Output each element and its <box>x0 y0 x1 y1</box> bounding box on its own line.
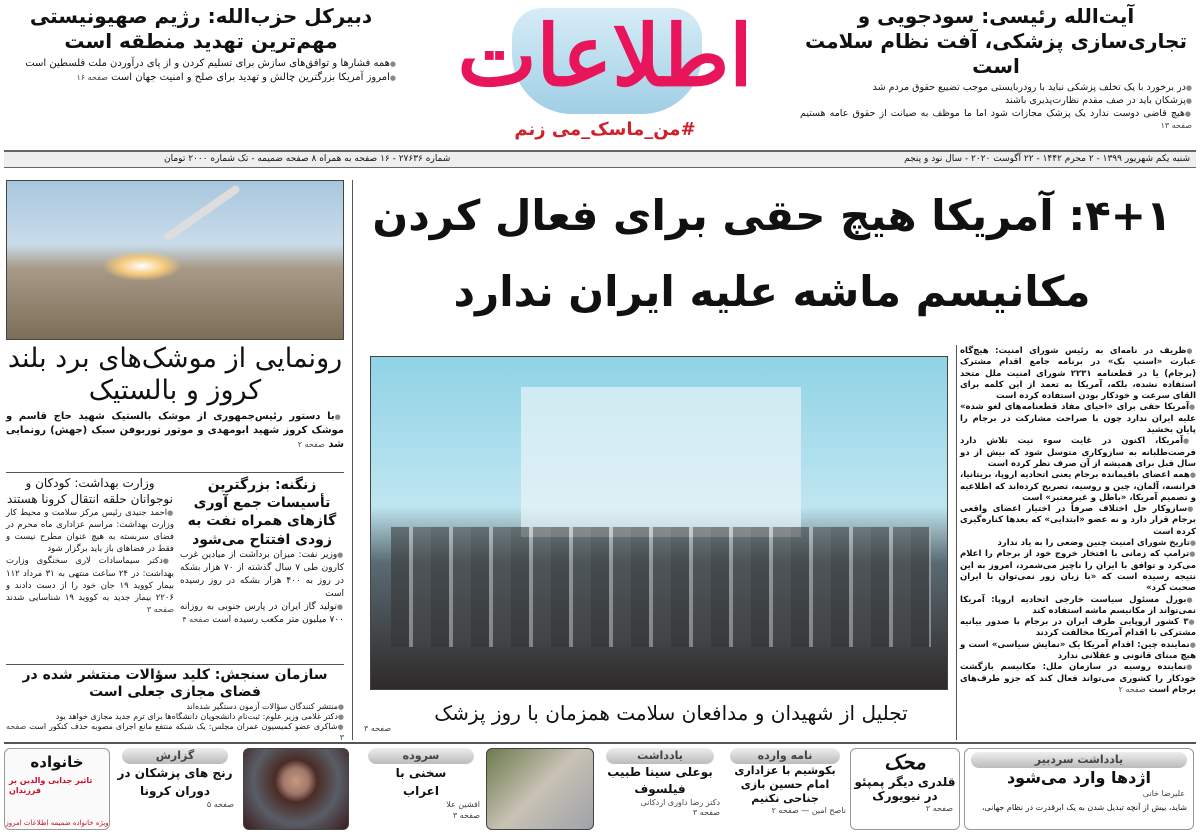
main-headline[interactable] <box>354 178 1190 330</box>
bullet: ● همه اعضای باقیمانده برجام یعنی اتحادیه اروپا، بریتانیا، فرانسه، آلمان، چین و روسیه، تصریح کرده‌اند که اطلاعیه و تصمیم آمریکا، «باطل و غیرمعتبر» است <box>960 470 1196 504</box>
exhaust-icon <box>102 251 182 281</box>
section-tag: سروده <box>368 748 474 764</box>
title: سخنی با اعراب <box>395 766 447 799</box>
author: ناصح امین <box>811 805 846 815</box>
title: رنج های پزشکان در دوران کرونا <box>117 766 233 799</box>
mohak-box[interactable] <box>850 748 960 830</box>
page-ref: صفحه ۳ <box>452 810 480 820</box>
bullet: ● منتشر کنندگان سؤالات آزمون دستگیر شده‌اند <box>6 702 344 712</box>
title: قلدری دیگر پمپئو در نیویورک <box>854 775 956 804</box>
section-tag: نامه وارده <box>730 748 840 764</box>
bullet: شاکری عضو کمیسیون عمران مجلس: یک شبکه منتفع مانع اجرای مصوبه حذف کنکور است <box>29 722 338 732</box>
gas-story[interactable] <box>180 476 344 627</box>
page-ref: صفحه ۱۶ <box>76 73 108 82</box>
page-ref: صفحه ۵ <box>206 800 234 810</box>
bullet: ● پزشکان باید در صف مقدم نظارت‌پذیری باشند <box>800 95 1192 108</box>
poem-box[interactable] <box>362 748 480 830</box>
headline: دبیرکل حزب‌الله: رژیم صهیونیستی مهم‌ترین تهدید منطقه است <box>29 4 373 53</box>
page-ref: صفحه ۲ <box>297 439 325 449</box>
section-tag: یادداشت سردبیر <box>971 752 1187 768</box>
bullets <box>800 82 1192 133</box>
bullet: ● آمریکا حقی برای «احیای مفاد قطعنامه‌های لغو شده» علیه ایران ندارد چون با صراحت مشارکت در برجام را پایان بخشید <box>960 402 1196 436</box>
bullet: ● ترامپ که زمانی با افتخار خروج خود از برجام را اعلام می‌کرد و توافق با ایران را ناچیز می‌شمرد، امروز به این نتیجه رسیده است که «با زبان زور نمی‌توان با ایران صحبت کرد» <box>960 549 1196 594</box>
bullet: ● سازوکار حل اختلاف صرفاً در اختیار اعضای واقعی برجام قرار دارد و نه عضو «ابتدایی» که بعدها کناره‌گیری کرده است <box>960 504 1196 538</box>
bullet: ● ۳ کشور اروپایی طرف ایران در برجام با صدور بیانیه مشترکی با اقدام آمریکا مخالفت کردند <box>960 617 1196 640</box>
letter-box[interactable]: نامه وارده بکوشیم با عزاداری امام حسین بازی جناحی نکنیم ناصح امین — صفحه ۲ <box>724 748 846 830</box>
dateline-bar <box>4 150 1196 168</box>
bullet: ● وزیر نفت: میزان برداشت از میادین غرب کارون طی ۷ سال گذشته از ۷۰ هزار بشکه در روز به ۴۰۰ هزار بشکه در روز رسیده است <box>180 549 344 601</box>
headline: رونمایی از موشک‌های برد بلند کروز و بالستیک <box>7 343 343 407</box>
page-ref: صفحه ۲ <box>1118 684 1146 694</box>
section-tag: یادداشت <box>606 748 714 764</box>
top-left-story[interactable] <box>6 4 396 148</box>
headline: سازمان سنجش: کلید سؤالات منتشر شده در فضای مجازی جعلی است <box>22 667 328 700</box>
stage-screen <box>521 387 801 537</box>
bullet: ● آمریکا، اکنون در غایت سوء نیت تلاش دارد فرصت‌طلبانه به سازوکاری متوسل شود که بیش از دو سال قبل برای همیشه از آن صرف نظر کرده است <box>960 436 1196 470</box>
page-ref: صفحه ۳ <box>6 722 344 742</box>
bullet: تولید گاز ایران در پارس جنوبی به روزانه ۷۰۰ میلیون متر مکعب رسیده است <box>180 601 344 625</box>
bullets <box>6 57 396 85</box>
page-ref: صفحه ۳ <box>692 808 720 818</box>
report-box[interactable] <box>116 748 234 830</box>
bullet: هیچ قاضی دوست ندارد یک پزشک مجازات شود اما ما موظف به صیانت از حقوق عامه هستیم <box>800 107 1185 119</box>
bullets <box>6 702 344 744</box>
title: اژدها وارد می‌شود <box>1006 768 1152 788</box>
health-story[interactable] <box>6 476 174 616</box>
author: دکتر رضا داوری اردکانی <box>640 797 720 807</box>
bullets <box>180 549 344 627</box>
bullet: ● دکتر غلامی وزیر علوم: ثبت‌نام دانشجویان دانشگاه‌ها برای ترم جدید مجازی خواهد بود <box>6 712 344 722</box>
top-right-story[interactable] <box>800 4 1192 148</box>
bullet: ● ظریف در نامه‌ای به رئیس شورای امنیت: هیچ‌گاه عبارت «اسنپ بک» در برنامه جامع اقدام مشترک (برجام) یا در قطعنامه ۲۲۳۱ شورای امنیت ملل متحد استفاده نشده، بلکه، آمریکا به تعمد از این کلمه برای القای سرعت و خودکار بودن استفاده کرده است <box>960 346 1196 402</box>
headline-line: ۴+۱: آمریکا هیچ حقی برای فعال کردن <box>372 191 1172 240</box>
main-bullets[interactable] <box>960 346 1196 696</box>
cover-text: تاثیر جدایی والدین بر فرزندان <box>9 775 93 795</box>
title: بوعلی سینا طبیب فیلسوف <box>607 765 713 797</box>
exam-story[interactable] <box>6 667 344 743</box>
family-supplement[interactable] <box>4 748 110 830</box>
ceremony-photo <box>370 356 948 690</box>
missile-photo <box>6 180 344 340</box>
family-logo: خانواده <box>30 753 84 771</box>
headline: زنگنه: بزرگترین تأسیسات جمع آوری گازهای همراه نفت به زودی افتتاح می‌شود <box>187 477 337 548</box>
bullet: ● بورل مسئول سیاست خارجی اتحادیه اروپا: آمریکا نمی‌تواند از مکانیسم ماشه استفاده کند <box>960 595 1196 618</box>
caption: ویژه خانواده ضمیمه اطلاعات امروز <box>5 818 109 827</box>
photo-caption[interactable] <box>362 698 950 736</box>
hashtag: #من_ماسک_می زنم <box>514 119 696 140</box>
bullet: ● تاریخ شورای امنیت چنین وضعی را به یاد ندارد <box>960 538 1196 549</box>
bullet: ● در برخورد با یک تخلف پزشکی نباید با رودربایستی موجب تضییع حقوق مردم شد <box>800 82 1192 95</box>
bullet: نماینده روسیه در سازمان ملل: مکانیسم بازگشت خودکار را کشوری می‌تواند فعال کند که جزو طرف‌های برجام است <box>960 662 1196 695</box>
snippet: شاید، بیش از آنچه تبدیل شدن به یک ابرقدرت در نظام جهانی، <box>981 803 1187 813</box>
bullet: ● احمد جنیدی رئیس مرکز سلامت و محیط کار وزارت بهداشت: مراسم عزاداری ماه محرم در فضای سربسته به هیچ عنوان مطرح نیست و فقط در فضاهای باز باید برگزار شود <box>6 507 174 555</box>
missile-story[interactable] <box>6 343 344 452</box>
poet-photo <box>243 748 349 830</box>
bullet: ● همه فشارها و توافق‌های سازش برای تسلیم کردن و از پای درآوردن ملت فلسطین است <box>6 57 396 71</box>
audience <box>391 527 931 647</box>
page-ref: صفحه ۱۳ <box>1160 121 1192 131</box>
caption-text: تجلیل از شهیدان و مدافعان سلامت همزمان با روز پزشک <box>434 701 908 725</box>
missile-icon <box>163 184 241 242</box>
author: علیرضا خانی <box>1142 789 1185 799</box>
bullet: امروز آمریکا بزرگترین چالش و تهدید برای صلح و امنیت جهان است <box>111 72 390 83</box>
editorial-box[interactable] <box>964 748 1194 830</box>
section-tag: گزارش <box>122 748 228 764</box>
page-ref: صفحه ۴ <box>182 614 210 624</box>
bullets <box>6 507 174 616</box>
page-ref: صفحه ۲ <box>771 805 799 815</box>
bullet: با دستور رئیس‌جمهوری از موشک بالستیک شهید حاج قاسم و موشک کروز شهید ابومهدی و موتور توربوفن سبک (جهش) رونمایی شد <box>6 410 344 450</box>
bullet: دکتر سیماسادات لاری سخنگوی وزارت بهداشت: در ۲۴ ساعت منتهی به ۳۱ مرداد ۱۱۲ بیمار کووید ۱۹ جان خود را از دست دادند و ۲۲۰۶ بیمار جدید به کووید ۱۹ شناسایی شدند <box>6 556 175 603</box>
bullet: ● نماینده چین: اقدام آمریکا یک «نمایش سیاسی» است و هیچ مبنای قانونی و عقلانی ندارد <box>960 640 1196 663</box>
author-photo <box>486 748 594 830</box>
headline-line: مکانیسم ماشه علیه ایران ندارد <box>453 267 1091 316</box>
issue-info: شماره ۲۷۶۳۶ - ۱۶ صفحه به همراه ۸ صفحه ضمیمه - تک شماره ۲۰۰۰ تومان <box>164 154 451 164</box>
title: بکوشیم با عزاداری امام حسین بازی جناحی نکنیم <box>734 764 836 805</box>
mohak-logo: محک <box>884 750 926 774</box>
page-ref: صفحه ۳ <box>364 723 392 733</box>
masthead <box>402 0 808 148</box>
logo: اطلاعات <box>457 6 753 105</box>
date: شنبه یکم شهریور ۱۳۹۹ - ۲ محرم ۱۴۴۲ - ۲۲ آگوست ۲۰۲۰ - سال نود و پنجم <box>904 154 1190 164</box>
author: افشین علا <box>446 800 480 810</box>
bullet <box>6 410 344 452</box>
headline: وزارت بهداشت: کودکان و نوجوانان حلقه انتقال کرونا هستند <box>7 476 173 506</box>
page-ref: صفحه ۲ <box>925 803 953 813</box>
headline: آیت‌الله رئیسی: سودجویی و تجاری‌سازی پزشکی، آفت نظام سلامت است <box>805 4 1187 78</box>
note-box[interactable] <box>600 748 720 830</box>
page-ref: صفحه ۳ <box>146 604 174 614</box>
